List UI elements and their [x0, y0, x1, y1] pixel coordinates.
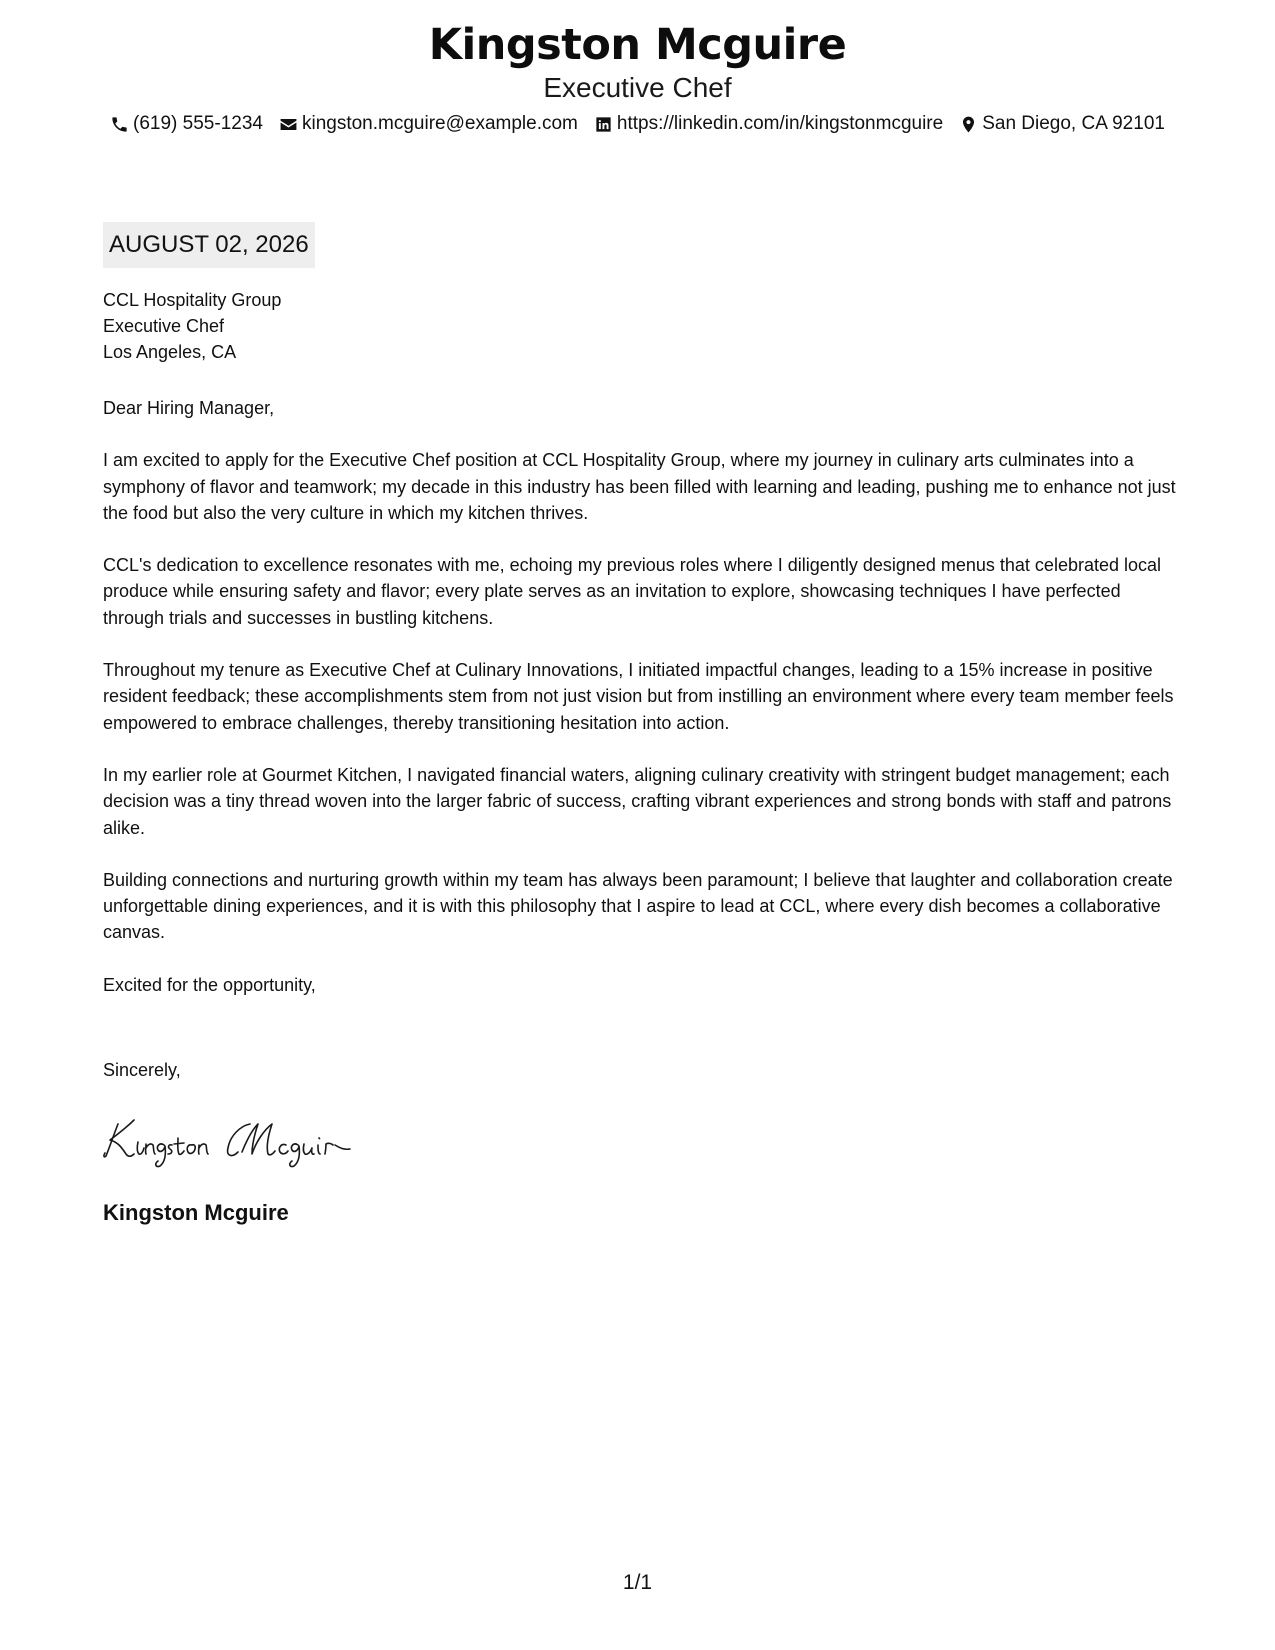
letter-body [103, 395, 1178, 1024]
recipient-company: CCL Hospitality Group [103, 290, 282, 310]
map-marker-icon [959, 115, 978, 134]
signed-name: Kingston Mcguire [103, 1200, 289, 1225]
letter-date: AUGUST 02, 2026 [103, 222, 315, 268]
recipient-position: Executive Chef [103, 316, 225, 336]
linkedin-text[interactable]: https://linkedin.com/in/kingstonmcguire [616, 113, 944, 134]
email-text[interactable]: kingston.mcguire@example.com [301, 113, 578, 134]
recipient-block [103, 287, 281, 365]
letter-header [0, 18, 1275, 104]
contact-email[interactable] [279, 112, 578, 136]
applicant-title: Executive Chef [543, 72, 732, 103]
location-text: San Diego, CA 92101 [982, 113, 1165, 134]
recipient-location: Los Angeles, CA [103, 342, 237, 362]
salutation: Dear Hiring Manager, [103, 398, 275, 418]
page-number: 1/1 [622, 1571, 653, 1594]
body-paragraph: I am excited to apply for the Executive Chef position at CCL Hospitality Group, where my journey in culinary arts culminates into a symphony of flavor and teamwork; my decade in this industry has been filled with learning and leading, pushing me to enhance not just the food but also the very culture in which my kitchen thrives. [103, 450, 1176, 523]
phone-icon [110, 115, 129, 134]
body-paragraph: Excited for the opportunity, [103, 974, 316, 995]
body-paragraph: Building connections and nurturing growth within my team has always been paramount; I believe that laughter and collaboration create unforgettable dining experiences, and it is with this philosophy that I aspire to lead at CCL, where every dish becomes a collaborative canvas. [103, 869, 1173, 943]
handwritten-signature [100, 1112, 370, 1168]
applicant-name: Kingston Mcguire [428, 20, 847, 70]
linkedin-icon [594, 115, 613, 134]
contact-phone [110, 112, 263, 136]
contact-bar [0, 112, 1275, 136]
contact-linkedin[interactable] [594, 112, 943, 136]
body-paragraph: CCL's dedication to excellence resonates with me, echoing my previous roles where I diligently designed menus that celebrated local produce while ensuring safety and flavor; every plate serves as an invitation to explore, showcasing techniques I have perfected through trials and successes in bustling kitchens. [103, 555, 1162, 628]
envelope-icon [279, 115, 298, 134]
phone-text: (619) 555-1234 [133, 113, 263, 134]
body-paragraph: Throughout my tenure as Executive Chef at Culinary Innovations, I initiated impactful changes, leading to a 15% increase in positive resident feedback; these accomplishments stem from not just vision but from instilling an environment where every team member feels empowered to embrace challenges, thereby transitioning hesitation into action. [103, 660, 1174, 733]
body-paragraph: In my earlier role at Gourmet Kitchen, I navigated financial waters, aligning culinary creativity with stringent budget management; each decision was a tiny thread woven into the larger fabric of success, crafting vibrant experiences and strong bonds with staff and patrons alike. [103, 764, 1172, 838]
contact-location [959, 112, 1165, 136]
closing-line: Sincerely, [103, 1060, 181, 1080]
